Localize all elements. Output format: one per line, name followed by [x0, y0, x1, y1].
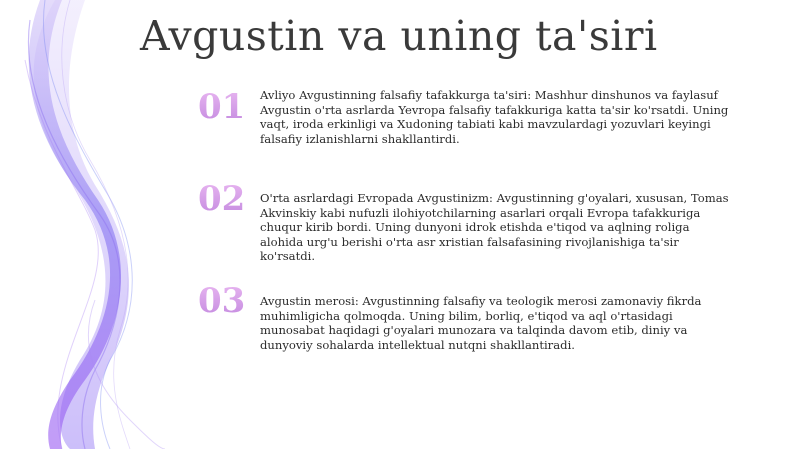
item-number: 01: [198, 87, 246, 127]
item-text: Avgustin merosi: Avgustinning falsafiy va teologik merosi zamonaviy fikrda muhimligicha qolmoqda. Uning bilim, borliq, e'tiqod va aql o'rtasidagi munosabat haqidagi g'oyalari munozara va talqinda davom etib, diniy va dunyoviy sohalarda intellektual nutqni shakllantiradi.: [260, 294, 702, 352]
item-text: O'rta asrlardagi Evropada Avgustinizm: Avgustinning g'oyalari, xususan, Tomas Akvinskiy kabi nufuzli ilohiyotchilarning asarlari orqali Evropa tafakkuriga chuqur kirib bordi. Uning dunyoni idrok etishda e'tiqod va aqlning roliga alohida urg'u berishi o'rta asr xristian falsafasining rivojlanishiga ta'sir ko'rsatdi.: [260, 191, 729, 264]
slide-title: Avgustin va uning ta'siri: [140, 12, 658, 60]
item-number: 03: [198, 281, 246, 321]
item-number: 02: [198, 179, 246, 219]
decorative-ribbon-graphic: [0, 0, 200, 449]
item-text: Avliyo Avgustinning falsafiy tafakkurga ta'siri: Mashhur dinshunos va faylasuf Avgustin o'rta asrlarda Yevropa falsafiy tafakkuriga katta ta'sir ko'rsatdi. Uning vaqt, iroda erkinligi va Xudoning tabiati kabi mavzulardagi yozuvlari keyingi falsafiy izlanishlarni shakllantirdi.: [260, 88, 729, 146]
